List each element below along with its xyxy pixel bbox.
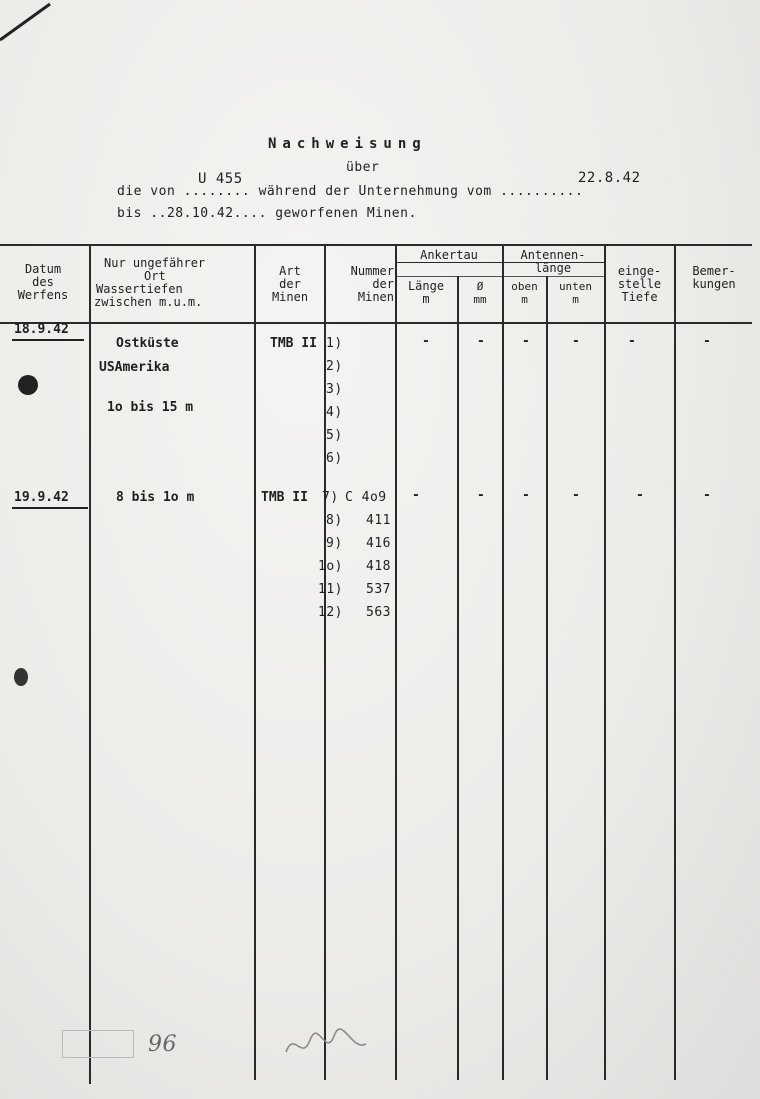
group1-num-3: 3) <box>326 382 343 397</box>
group2-mine-type: TMB II <box>261 490 308 505</box>
margin-note: 96 <box>148 1032 177 1057</box>
header-ankertau: Ankertau <box>420 248 478 262</box>
header-line-1 <box>117 184 583 199</box>
group2-bemerkung-dash: - <box>703 488 712 503</box>
group2-num-12: 12) <box>318 605 343 620</box>
group2-num-9: 9) <box>326 536 343 551</box>
header-bemerkungen: Bemer- kungen <box>692 264 736 291</box>
line2-suffix: geworfenen Minen. <box>275 206 417 221</box>
group2-tiefe-dash: - <box>636 488 645 503</box>
header-ort: Nur ungefährer Ort Wassertiefen zwischen m.u.m. <box>94 256 206 309</box>
header-ankertau-laenge: Länge m <box>407 279 445 306</box>
document-subtitle: über <box>346 160 380 175</box>
punch-hole-bottom <box>14 668 28 686</box>
header-ankertau-durchmesser: Ø mm <box>473 280 487 306</box>
group2-location: 8 bis 1o m <box>116 490 195 505</box>
group1-tiefe-dash: - <box>628 334 637 349</box>
corner-mark <box>0 0 56 44</box>
group2-serial-563: 563 <box>366 605 391 620</box>
group2-laenge-dash: - <box>412 488 421 503</box>
start-date: 22.8.42 <box>578 170 641 186</box>
signature-scribble <box>282 1022 372 1070</box>
group1-num-6: 6) <box>326 451 343 466</box>
header-nummer: Nummer der Minen <box>350 264 394 304</box>
group1-bemerkung-dash: - <box>703 334 712 349</box>
group2-oben-dash: - <box>522 488 531 503</box>
line1-dots: ........ <box>183 184 251 199</box>
group1-unten-dash: - <box>572 334 581 349</box>
group1-num-4: 4) <box>326 405 343 420</box>
line2-dots: .... <box>233 206 267 221</box>
group1-mine-type: TMB II <box>270 336 317 351</box>
group1-num-1: 1) <box>326 336 343 351</box>
line1-middle: während der Unternehmung vom <box>258 184 492 199</box>
header-antennen-oben: oben m <box>511 280 538 306</box>
group2-num-7: 7) <box>322 490 339 505</box>
header-line-2 <box>117 206 417 221</box>
group1-num-2: 2) <box>326 359 343 374</box>
document-title: Nachweisung <box>268 136 427 152</box>
group1-location-2: USAmerika <box>99 360 170 375</box>
line2-prefix: bis .. <box>117 206 167 221</box>
group1-num-5: 5) <box>326 428 343 443</box>
group1-location-4: 1o bis 15 m <box>107 400 194 415</box>
group2-num-11: 11) <box>318 582 343 597</box>
group2-serial-416: 416 <box>366 536 391 551</box>
group2-date: 19.9.42 <box>14 490 69 505</box>
header-tiefe: einge- stelle Tiefe <box>617 264 662 304</box>
group1-date: 18.9.42 <box>14 322 69 337</box>
archive-stamp <box>62 1030 134 1058</box>
line1-prefix: die von <box>117 184 176 199</box>
line1-dots-2: .......... <box>500 184 584 199</box>
group1-durchmesser-dash: - <box>477 334 486 349</box>
header-art: Art der Minen <box>271 264 309 304</box>
group1-location-1: Ostküste <box>116 336 179 351</box>
group1-laenge-dash: - <box>422 334 431 349</box>
end-date: 28.10.42 <box>166 206 234 221</box>
group2-serial-537: 537 <box>366 582 391 597</box>
group2-durchmesser-dash: - <box>477 488 486 503</box>
group2-serial-418: 418 <box>366 559 391 574</box>
group2-num-10: 1o) <box>318 559 343 574</box>
header-datum: Datum des Werfens <box>17 262 69 302</box>
header-antennen: Antennen- länge <box>520 248 586 275</box>
group1-oben-dash: - <box>522 334 531 349</box>
group2-num-8: 8) <box>326 513 343 528</box>
group2-serial-409: C 4o9 <box>345 490 387 505</box>
header-antennen-unten: unten m <box>558 280 593 306</box>
punch-hole-top <box>18 375 38 395</box>
uboat-id: U 455 <box>198 171 243 187</box>
group2-unten-dash: - <box>572 488 581 503</box>
group2-serial-411: 411 <box>366 513 391 528</box>
